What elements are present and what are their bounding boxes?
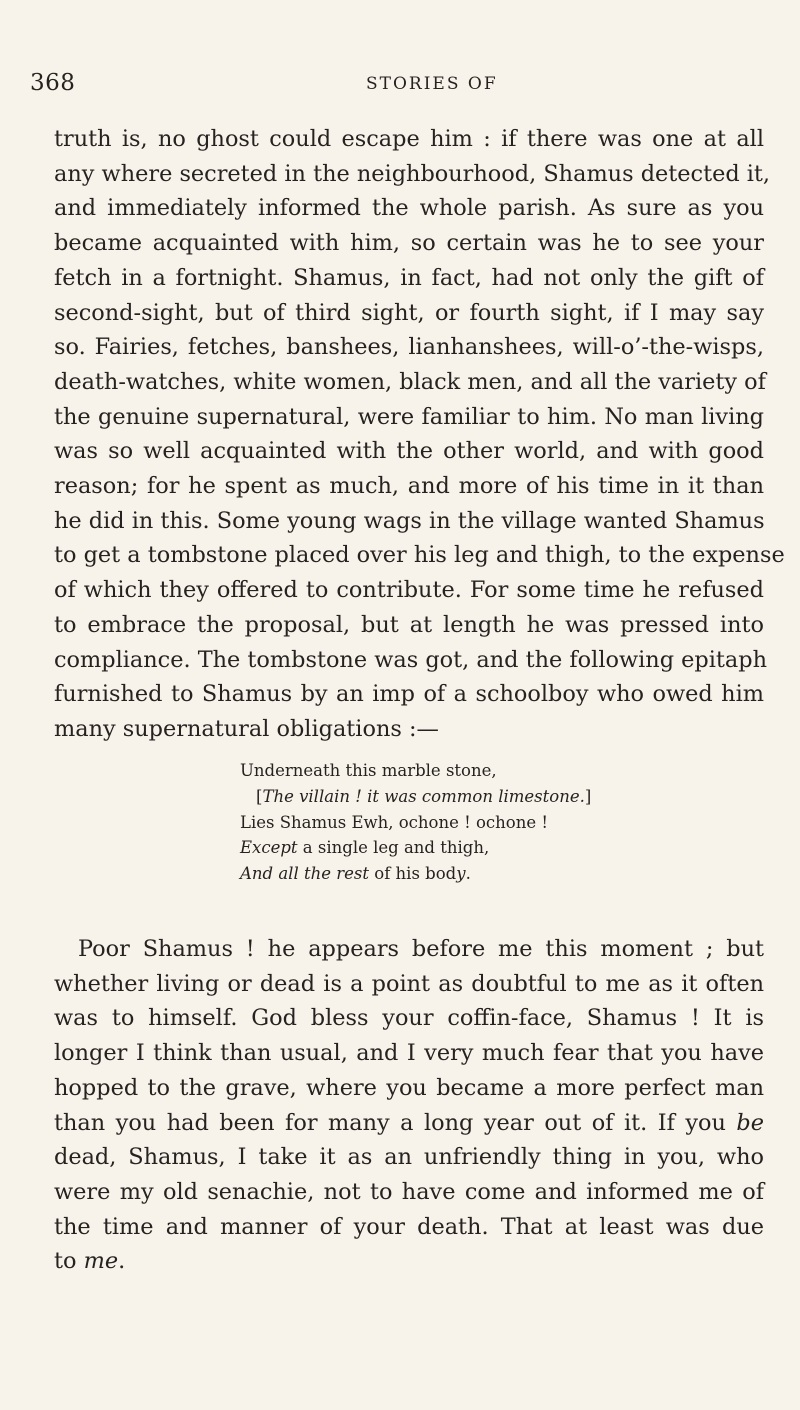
text-line: to embrace the proposal, but at length he was pressed into [54, 611, 764, 638]
text-line: many supernatural obligations :— [54, 715, 439, 742]
period: . [118, 1248, 126, 1275]
italic-word: Except [240, 838, 298, 858]
bracket-open: [ [256, 786, 263, 806]
text-line: any where secreted in the neighbourhood, Shamus detected it, [54, 160, 771, 187]
epitaph-line: Lies Shamus Ewh, ochone ! ochone ! [240, 812, 548, 832]
text-line: dead, Shamus, I take it as an unfriendly thing in you, who [54, 1144, 764, 1171]
text-line: and immediately informed the whole parish. As sure as you [54, 195, 764, 222]
text-line: fetch in a fortnight. Shamus, in fact, had not only the gift of [54, 264, 764, 291]
text-line: the time and manner of your death. That at least was due [54, 1213, 764, 1240]
text-line: Poor Shamus ! he appears before me this moment ; but [78, 936, 764, 962]
text-line [54, 1244, 764, 1279]
text-line: reason; for he spent as much, and more of his time in it than [54, 473, 764, 500]
text-line [54, 1106, 764, 1141]
text-line: compliance. The tombstone was got, and the following epitaph [54, 646, 768, 673]
text-line: death-watches, white women, black men, and all the variety of [54, 368, 766, 395]
text-line: to get a tombstone placed over his leg and thigh, to the expense [54, 542, 785, 569]
text-line: was so well acquainted with the other world, and with good [54, 438, 764, 465]
text-line: furnished to Shamus by an imp of a schoolboy who owed him [54, 681, 764, 708]
page-number: 368 [30, 70, 76, 96]
bracket-close: ] [584, 786, 592, 806]
text-line: were my old senachie, not to have come and informed me of [54, 1178, 764, 1205]
text-line: truth is, no ghost could escape him : if there was one at all [54, 126, 764, 152]
italic-phrase: And all the rest [240, 864, 370, 884]
text-line: was to himself. God bless your coffin-face, Shamus ! It is [54, 1005, 764, 1032]
paragraph-1 [54, 122, 785, 747]
epitaph-line [240, 784, 591, 810]
epitaph-verse [240, 758, 591, 887]
epitaph-line-rest: a single leg and thigh, [297, 838, 490, 858]
text-line: the genuine supernatural, were familiar to him. No man living [54, 403, 764, 430]
epitaph-aside: The villain ! it was common limestone. [262, 786, 585, 806]
text-line: second-sight, but of third sight, or fourth sight, if I may say [54, 299, 764, 326]
text-line: of which they offered to contribute. For some time he refused [54, 577, 764, 604]
italic-word: be [736, 1109, 764, 1136]
text-segment: to [54, 1248, 84, 1275]
epitaph-line [240, 861, 591, 887]
epitaph-line [240, 835, 591, 861]
epitaph-line-rest: of his bod [369, 864, 457, 884]
text-line: so. Fairies, fetches, banshees, lianhanshees, will-o’-the-wisps, [54, 334, 764, 361]
text-line: whether living or dead is a point as doubtful to me as it often [54, 970, 764, 997]
running-title: STORIES OF [366, 74, 498, 94]
paragraph-2 [54, 932, 764, 1279]
text-line: hopped to the grave, where you became a more perfect man [54, 1074, 764, 1101]
italic-word: me [83, 1248, 119, 1275]
epitaph-line: Underneath this marble stone, [240, 761, 497, 780]
text-line: longer I think than usual, and I very much fear that you have [54, 1040, 764, 1067]
text-line: he did in this. Some young wags in the village wanted Shamus [54, 507, 765, 534]
text-line: became acquainted with him, so certain was he to see your [54, 230, 764, 257]
period: . [465, 864, 471, 884]
italic-letter: y [456, 864, 466, 884]
text-segment: than you had been for many a long year out of it. If you [54, 1109, 726, 1136]
